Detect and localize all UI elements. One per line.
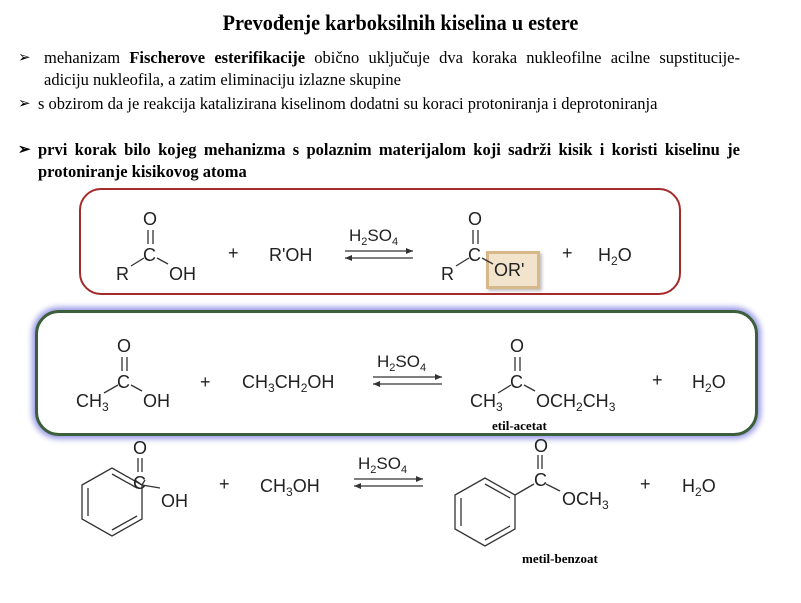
methyl-group: $CH_3$ [76, 391, 109, 414]
bullet-first-step: ➢ prvi korak bilo kojeg mehanizma s polaznim materijalom koji sadrži kisik i koristi kiselinu je protoniranje kisikovog atoma [18, 140, 740, 181]
carbonyl-oxygen: O [133, 438, 148, 458]
ethanol-reactant: $CH_3CH_2OH$ [242, 372, 335, 395]
water-product: $H_2O$ [682, 476, 716, 499]
ester-methyl-group: $CH_3$ [470, 391, 503, 414]
alcohol-reactant: R'OH [269, 245, 313, 265]
hydroxyl-group: OH [169, 264, 196, 284]
plus-sign: + [562, 243, 573, 263]
product-name-etil-acetat: etil-acetat [492, 418, 547, 433]
catalyst-label: $H_2SO_4$ [377, 352, 427, 374]
bullet-acid-catalysis: ➢ s obzirom da je reakcija katalizirana kiselinom dodatni su koraci protoniranja i deprotoniranja [18, 94, 658, 113]
arrow-bullet-icon: ➢ [18, 50, 31, 66]
product-name-metil-benzoat: metil-benzoat [522, 551, 598, 566]
ester-or-group: OR' [494, 260, 525, 280]
ester-r-group: R [441, 264, 454, 284]
arrow-bullet-icon: ➢ [18, 142, 31, 158]
water-product: $H_2O$ [692, 372, 726, 395]
ester-carbonyl-oxygen: O [468, 209, 483, 229]
catalyst-label: $H_2SO_4$ [358, 454, 408, 476]
ester-carbon: C [468, 245, 481, 265]
r-group: R [116, 264, 129, 284]
bullet-fischer-mechanism: ➢ mehanizam Fischerove esterifikacije obično uključuje dva koraka nukleofilne acilne supstitucije- adiciju nukleofila, a zatim eliminaciju izlazne skupine [18, 48, 741, 89]
arrow-bullet-icon: ➢ [18, 96, 31, 112]
catalyst-label: $H_2SO_4$ [349, 226, 399, 248]
carbonyl-carbon: C [133, 473, 146, 493]
plus-sign: + [200, 372, 211, 392]
ethoxy-group: $OCH_2CH_3$ [536, 391, 616, 414]
plus-sign: + [640, 474, 651, 494]
carbonyl-oxygen: O [117, 336, 132, 356]
water-product: $H_2O$ [598, 245, 632, 268]
hydroxyl-group: OH [161, 491, 188, 511]
ester-carbon: C [534, 470, 547, 490]
ester-carbonyl-oxygen: O [534, 436, 549, 456]
carbonyl-carbon: C [117, 372, 130, 392]
fischer-term: Fischerove esterifikacije [129, 48, 306, 67]
methoxy-group: $OCH_3$ [562, 489, 609, 512]
ester-carbonyl-oxygen: O [510, 336, 525, 356]
plus-sign: + [228, 243, 239, 263]
ester-carbon: C [510, 372, 523, 392]
page-title: Prevođenje karboksilnih kiselina u estere [222, 10, 579, 35]
methanol-reactant: $CH_3OH$ [260, 476, 320, 499]
plus-sign: + [219, 474, 230, 494]
plus-sign: + [652, 370, 663, 390]
hydroxyl-group: OH [143, 391, 170, 411]
carbonyl-oxygen: O [143, 209, 158, 229]
carbonyl-carbon: C [143, 245, 156, 265]
